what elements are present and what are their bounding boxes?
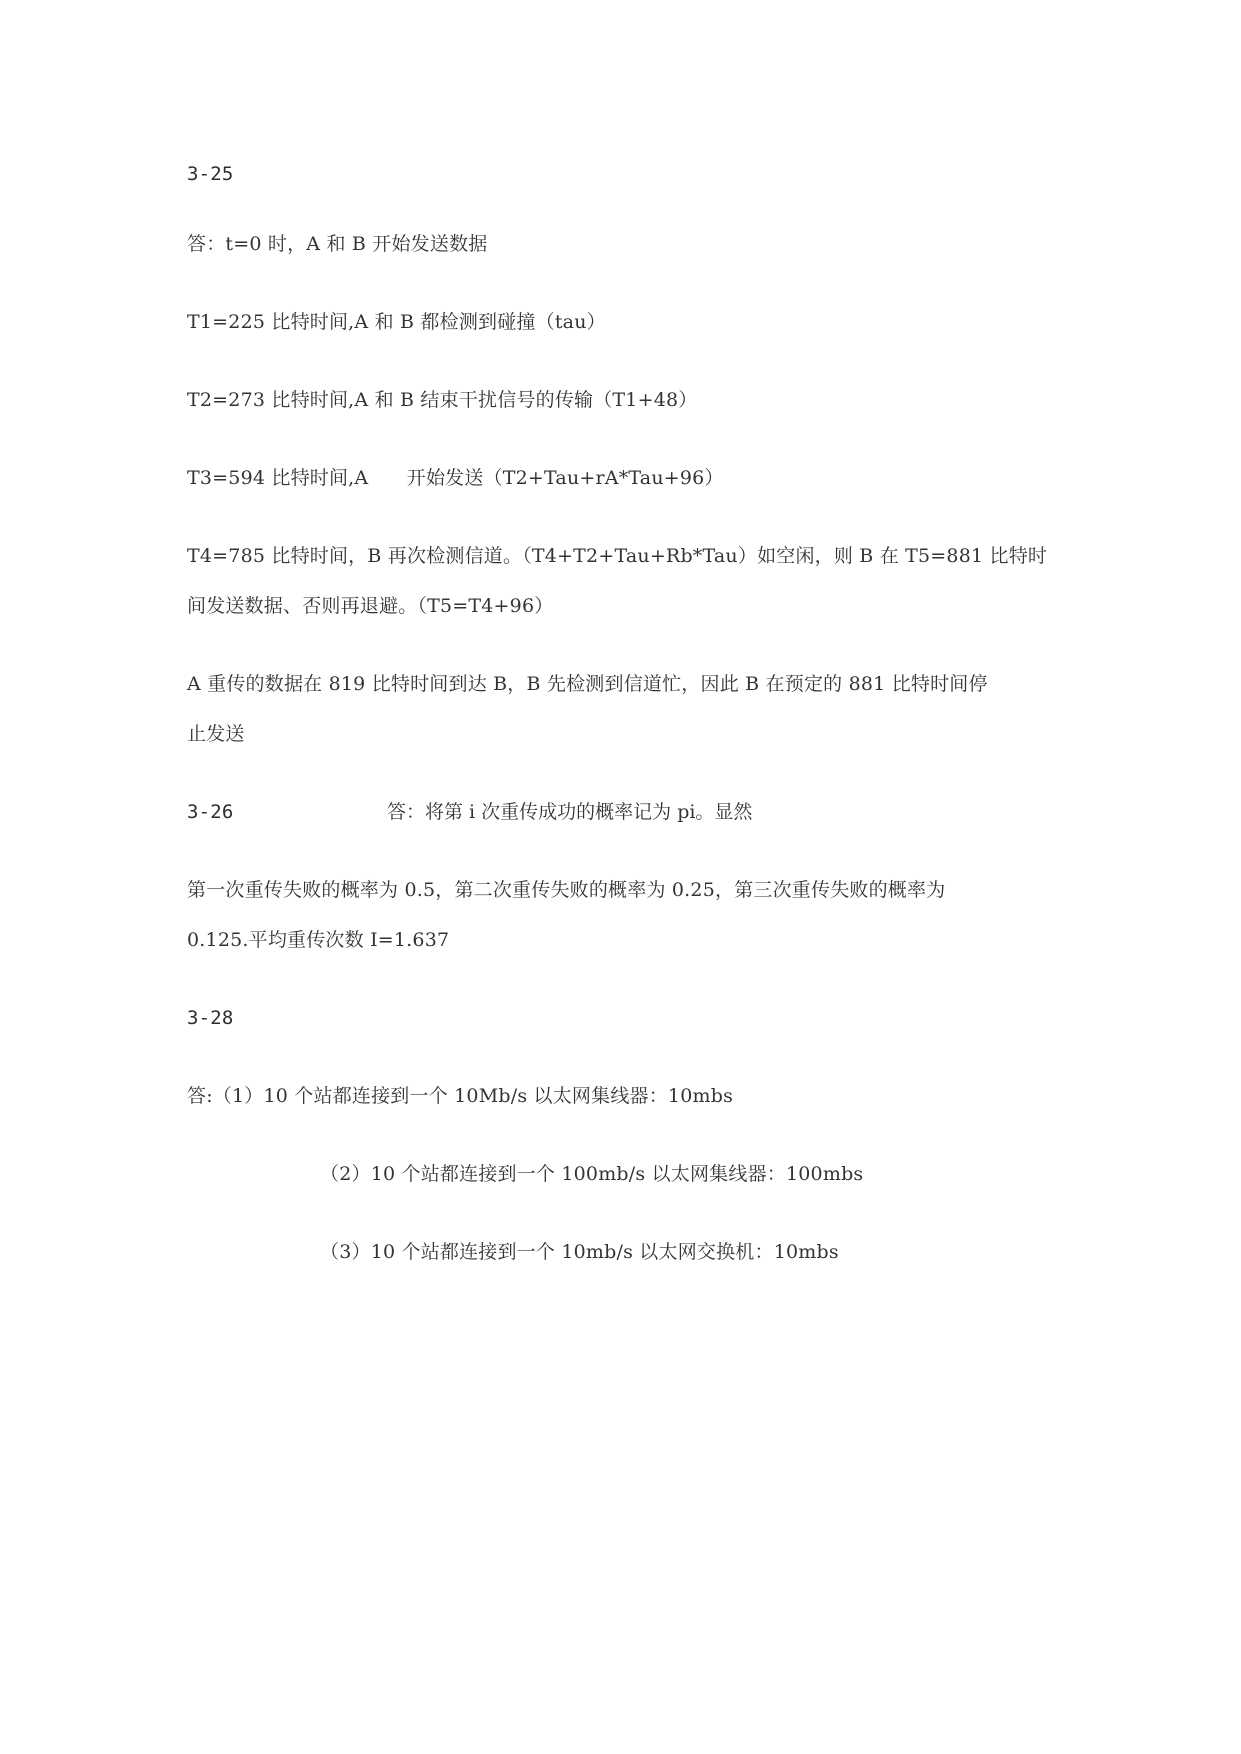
answer-line: T2=273 比特时间,A 和 B 结束干扰信号的传输（T1+48）: [187, 389, 698, 411]
section-heading-3-25: 3-25: [187, 163, 234, 185]
answer-line: （3）10 个站都连接到一个 10mb/s 以太网交换机：10mbs: [320, 1241, 839, 1263]
section-heading-3-26: 3-26: [187, 801, 234, 823]
section-heading-3-28: 3-28: [187, 1007, 234, 1029]
answer-line: 答:（1）10 个站都连接到一个 10Mb/s 以太网集线器：10mbs: [187, 1085, 734, 1107]
answer-line: A 重传的数据在 819 比特时间到达 B，B 先检测到信道忙，因此 B 在预定的 881 比特时间停: [187, 673, 988, 695]
answer-line: T4=785 比特时间，B 再次检测信道。（T4+T2+Tau+Rb*Tau）如空闲，则 B 在 T5=881 比特时: [187, 545, 1048, 567]
answer-line: （2）10 个站都连接到一个 100mb/s 以太网集线器：100mbs: [320, 1163, 864, 1185]
answer-line: 间发送数据、否则再退避。（T5=T4+96）: [187, 595, 554, 617]
answer-line: 0.125.平均重传次数 I=1.637: [187, 929, 450, 951]
answer-line: 止发送: [187, 723, 245, 745]
answer-line: 第一次重传失败的概率为 0.5，第二次重传失败的概率为 0.25，第三次重传失败的概率为: [187, 879, 946, 901]
answer-inline: 答：将第 i 次重传成功的概率记为 pi。显然: [387, 801, 753, 823]
answer-line: 答：t=0 时，A 和 B 开始发送数据: [187, 233, 488, 255]
answer-line: T1=225 比特时间,A 和 B 都检测到碰撞（tau）: [187, 311, 606, 333]
answer-line: T3=594 比特时间,A 开始发送（T2+Tau+rA*Tau+96）: [187, 467, 724, 489]
